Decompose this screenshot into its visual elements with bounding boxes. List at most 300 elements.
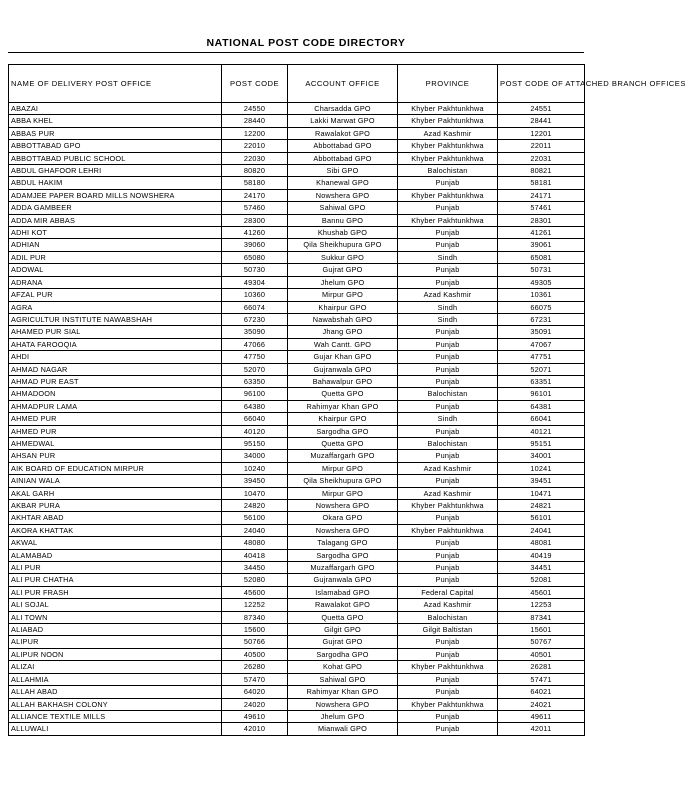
account-office-cell: Qila Sheikhupura GPO [288, 239, 398, 251]
office-name-cell: ALIZAI [9, 661, 222, 673]
header-post-code: POST CODE [222, 65, 288, 103]
post-code-cell: 87340 [222, 611, 288, 623]
branch-code-cell: 56101 [498, 512, 585, 524]
province-cell: Azad Kashmir [398, 487, 498, 499]
table-row [9, 165, 585, 177]
office-name-cell: AFZAL PUR [9, 289, 222, 301]
branch-code-cell: 12201 [498, 127, 585, 139]
province-cell: Punjab [398, 710, 498, 722]
account-office-cell: Quetta GPO [288, 611, 398, 623]
table-row [9, 462, 585, 474]
account-office-cell: Nowshera GPO [288, 500, 398, 512]
header-province: PROVINCE [398, 65, 498, 103]
province-cell: Sindh [398, 301, 498, 313]
account-office-cell: Lakki Marwat GPO [288, 115, 398, 127]
account-office-cell: Islamabad GPO [288, 586, 398, 598]
province-cell: Punjab [398, 723, 498, 735]
account-office-cell: Jhang GPO [288, 326, 398, 338]
table-row [9, 413, 585, 425]
post-code-cell: 39060 [222, 239, 288, 251]
branch-code-cell: 58181 [498, 177, 585, 189]
office-name-cell: ADDA GAMBEER [9, 202, 222, 214]
table-row [9, 326, 585, 338]
account-office-cell: Talagang GPO [288, 537, 398, 549]
post-code-cell: 10240 [222, 462, 288, 474]
table-row [9, 574, 585, 586]
account-office-cell: Rahimyar Khan GPO [288, 686, 398, 698]
table-row [9, 425, 585, 437]
account-office-cell: Khushab GPO [288, 227, 398, 239]
account-office-cell: Jhelum GPO [288, 276, 398, 288]
header-account-office: ACCOUNT OFFICE [288, 65, 398, 103]
office-name-cell: AHDI [9, 351, 222, 363]
table-row [9, 127, 585, 139]
branch-code-cell: 52081 [498, 574, 585, 586]
account-office-cell: Nowshera GPO [288, 189, 398, 201]
province-cell: Khyber Pakhtunkhwa [398, 500, 498, 512]
office-name-cell: ADAMJEE PAPER BOARD MILLS NOWSHERA [9, 189, 222, 201]
office-name-cell: ALLAHMIA [9, 673, 222, 685]
province-cell: Khyber Pakhtunkhwa [398, 189, 498, 201]
province-cell: Punjab [398, 177, 498, 189]
province-cell: Khyber Pakhtunkhwa [398, 152, 498, 164]
branch-code-cell: 47751 [498, 351, 585, 363]
table-row [9, 276, 585, 288]
branch-code-cell: 40501 [498, 648, 585, 660]
account-office-cell: Khairpur GPO [288, 413, 398, 425]
table-row [9, 698, 585, 710]
header-branch-codes: POST CODE OF ATTACHED BRANCH OFFICES [498, 65, 585, 103]
province-cell: Punjab [398, 239, 498, 251]
post-code-cell: 22030 [222, 152, 288, 164]
province-cell: Punjab [398, 400, 498, 412]
post-code-cell: 34450 [222, 562, 288, 574]
office-name-cell: AHMADOON [9, 388, 222, 400]
post-code-cell: 40418 [222, 549, 288, 561]
province-cell: Khyber Pakhtunkhwa [398, 140, 498, 152]
table-row [9, 487, 585, 499]
table-row [9, 351, 585, 363]
province-cell: Khyber Pakhtunkhwa [398, 115, 498, 127]
province-cell: Khyber Pakhtunkhwa [398, 524, 498, 536]
office-name-cell: AHMEDWAL [9, 437, 222, 449]
branch-code-cell: 39061 [498, 239, 585, 251]
post-code-cell: 10360 [222, 289, 288, 301]
post-code-cell: 95150 [222, 437, 288, 449]
branch-code-cell: 49305 [498, 276, 585, 288]
branch-code-cell: 50731 [498, 264, 585, 276]
office-name-cell: ALIPUR [9, 636, 222, 648]
office-name-cell: AHMED PUR [9, 413, 222, 425]
account-office-cell: Abbottabad GPO [288, 140, 398, 152]
table-row [9, 152, 585, 164]
province-cell: Punjab [398, 375, 498, 387]
office-name-cell: ALIABAD [9, 624, 222, 636]
account-office-cell: Sargodha GPO [288, 648, 398, 660]
province-cell: Punjab [398, 202, 498, 214]
branch-code-cell: 65081 [498, 251, 585, 263]
account-office-cell: Kohat GPO [288, 661, 398, 673]
office-name-cell: AIK BOARD OF EDUCATION MIRPUR [9, 462, 222, 474]
account-office-cell: Sargodha GPO [288, 549, 398, 561]
province-cell: Punjab [398, 537, 498, 549]
table-row [9, 611, 585, 623]
province-cell: Khyber Pakhtunkhwa [398, 103, 498, 115]
office-name-cell: ADRANA [9, 276, 222, 288]
province-cell: Khyber Pakhtunkhwa [398, 214, 498, 226]
page-title: NATIONAL POST CODE DIRECTORY [206, 37, 406, 49]
branch-code-cell: 48081 [498, 537, 585, 549]
table-row [9, 115, 585, 127]
account-office-cell: Mirpur GPO [288, 289, 398, 301]
post-code-cell: 24550 [222, 103, 288, 115]
table-row [9, 251, 585, 263]
branch-code-cell: 66041 [498, 413, 585, 425]
office-name-cell: ABBOTTABAD GPO [9, 140, 222, 152]
post-code-table [8, 64, 686, 736]
table-row [9, 723, 585, 735]
post-code-cell: 26280 [222, 661, 288, 673]
post-code-cell: 49304 [222, 276, 288, 288]
table-row [9, 624, 585, 636]
account-office-cell: Gujranwala GPO [288, 363, 398, 375]
province-cell: Punjab [398, 636, 498, 648]
branch-code-cell: 45601 [498, 586, 585, 598]
province-cell: Punjab [398, 425, 498, 437]
branch-code-cell: 10241 [498, 462, 585, 474]
province-cell: Khyber Pakhtunkhwa [398, 661, 498, 673]
post-code-cell: 48080 [222, 537, 288, 549]
office-name-cell: ALAMABAD [9, 549, 222, 561]
account-office-cell: Okara GPO [288, 512, 398, 524]
office-name-cell: ADHI KOT [9, 227, 222, 239]
branch-code-cell: 26281 [498, 661, 585, 673]
branch-code-cell: 35091 [498, 326, 585, 338]
account-office-cell: Sahiwal GPO [288, 673, 398, 685]
account-office-cell: Charsadda GPO [288, 103, 398, 115]
table-row [9, 301, 585, 313]
post-code-cell: 57460 [222, 202, 288, 214]
account-office-cell: Sahiwal GPO [288, 202, 398, 214]
account-office-cell: Wah Cantt. GPO [288, 338, 398, 350]
province-cell: Sindh [398, 413, 498, 425]
table-row [9, 524, 585, 536]
office-name-cell: AKHTAR ABAD [9, 512, 222, 524]
province-cell: Azad Kashmir [398, 127, 498, 139]
branch-code-cell: 95151 [498, 437, 585, 449]
table-row [9, 338, 585, 350]
account-office-cell: Sibi GPO [288, 165, 398, 177]
table-row [9, 313, 585, 325]
office-name-cell: AHAMED PUR SIAL [9, 326, 222, 338]
province-cell: Punjab [398, 326, 498, 338]
table-row [9, 636, 585, 648]
office-name-cell: ADOWAL [9, 264, 222, 276]
post-code-cell: 28300 [222, 214, 288, 226]
account-office-cell: Muzaffargarh GPO [288, 450, 398, 462]
account-office-cell: Nowshera GPO [288, 698, 398, 710]
post-code-cell: 57470 [222, 673, 288, 685]
province-cell: Azad Kashmir [398, 599, 498, 611]
province-cell: Federal Capital [398, 586, 498, 598]
province-cell: Punjab [398, 512, 498, 524]
account-office-cell: Jhelum GPO [288, 710, 398, 722]
post-code-cell: 22010 [222, 140, 288, 152]
post-code-cell: 24020 [222, 698, 288, 710]
account-office-cell: Gujar Khan GPO [288, 351, 398, 363]
branch-code-cell: 57471 [498, 673, 585, 685]
post-code-cell: 67230 [222, 313, 288, 325]
post-code-cell: 64020 [222, 686, 288, 698]
province-cell: Punjab [398, 450, 498, 462]
table-row [9, 586, 585, 598]
table-row [9, 177, 585, 189]
table-row [9, 289, 585, 301]
post-code-cell: 47066 [222, 338, 288, 350]
province-cell: Sindh [398, 251, 498, 263]
branch-code-cell: 63351 [498, 375, 585, 387]
table-row [9, 562, 585, 574]
province-cell: Punjab [398, 648, 498, 660]
post-code-cell: 52080 [222, 574, 288, 586]
province-cell: Punjab [398, 363, 498, 375]
table-row [9, 103, 585, 115]
table-row [9, 400, 585, 412]
province-cell: Balochistan [398, 611, 498, 623]
branch-code-cell: 52071 [498, 363, 585, 375]
account-office-cell: Muzaffargarh GPO [288, 562, 398, 574]
post-code-cell: 24170 [222, 189, 288, 201]
table-row [9, 549, 585, 561]
post-code-cell: 12252 [222, 599, 288, 611]
post-code-cell: 24040 [222, 524, 288, 536]
office-name-cell: ABBAS PUR [9, 127, 222, 139]
branch-code-cell: 64021 [498, 686, 585, 698]
post-code-cell: 58180 [222, 177, 288, 189]
table-row [9, 710, 585, 722]
province-cell: Punjab [398, 264, 498, 276]
account-office-cell: Rawalakot GPO [288, 599, 398, 611]
province-cell: Punjab [398, 338, 498, 350]
table-row [9, 189, 585, 201]
office-name-cell: AHMAD PUR EAST [9, 375, 222, 387]
header-name: NAME OF DELIVERY POST OFFICE [9, 65, 222, 103]
province-cell: Punjab [398, 549, 498, 561]
office-name-cell: ALLIANCE TEXTILE MILLS [9, 710, 222, 722]
province-cell: Punjab [398, 276, 498, 288]
office-name-cell: AHSAN PUR [9, 450, 222, 462]
account-office-cell: Gujranwala GPO [288, 574, 398, 586]
branch-code-cell: 24551 [498, 103, 585, 115]
branch-code-cell: 34001 [498, 450, 585, 462]
branch-code-cell: 41261 [498, 227, 585, 239]
office-name-cell: ALI PUR FRASH [9, 586, 222, 598]
account-office-cell: Rahimyar Khan GPO [288, 400, 398, 412]
branch-code-cell: 12253 [498, 599, 585, 611]
post-code-cell: 28440 [222, 115, 288, 127]
post-code-cell: 39450 [222, 475, 288, 487]
table-row [9, 475, 585, 487]
account-office-cell: Mirpur GPO [288, 462, 398, 474]
branch-code-cell: 96101 [498, 388, 585, 400]
post-code-cell: 66074 [222, 301, 288, 313]
post-code-cell: 15600 [222, 624, 288, 636]
branch-code-cell: 10471 [498, 487, 585, 499]
account-office-cell: Quetta GPO [288, 388, 398, 400]
province-cell: Punjab [398, 227, 498, 239]
office-name-cell: ALIPUR NOON [9, 648, 222, 660]
post-code-cell: 45600 [222, 586, 288, 598]
province-cell: Sindh [398, 313, 498, 325]
office-name-cell: AGRA [9, 301, 222, 313]
branch-code-cell: 28441 [498, 115, 585, 127]
table-row [9, 140, 585, 152]
province-cell: Gilgit Baltistan [398, 624, 498, 636]
account-office-cell: Sukkur GPO [288, 251, 398, 263]
branch-code-cell: 24171 [498, 189, 585, 201]
account-office-cell: Mianwali GPO [288, 723, 398, 735]
account-office-cell: Quetta GPO [288, 437, 398, 449]
table-row [9, 599, 585, 611]
office-name-cell: AKWAL [9, 537, 222, 549]
branch-code-cell: 87341 [498, 611, 585, 623]
branch-code-cell: 42011 [498, 723, 585, 735]
account-office-cell: Nawabshah GPO [288, 313, 398, 325]
office-name-cell: ALI TOWN [9, 611, 222, 623]
account-office-cell: Mirpur GPO [288, 487, 398, 499]
office-name-cell: ALLUWALI [9, 723, 222, 735]
post-code-cell: 42010 [222, 723, 288, 735]
office-name-cell: ABBA KHEL [9, 115, 222, 127]
post-code-cell: 12200 [222, 127, 288, 139]
post-code-cell: 47750 [222, 351, 288, 363]
office-name-cell: AGRICULTUR INSTITUTE NAWABSHAH [9, 313, 222, 325]
account-office-cell: Qila Sheikhupura GPO [288, 475, 398, 487]
table-row [9, 375, 585, 387]
branch-code-cell: 40121 [498, 425, 585, 437]
province-cell: Balochistan [398, 437, 498, 449]
office-name-cell: ADHIAN [9, 239, 222, 251]
account-office-cell: Gujrat GPO [288, 264, 398, 276]
branch-code-cell: 39451 [498, 475, 585, 487]
province-cell: Balochistan [398, 388, 498, 400]
post-code-cell: 80820 [222, 165, 288, 177]
post-code-cell: 50730 [222, 264, 288, 276]
account-office-cell: Gilgit GPO [288, 624, 398, 636]
post-code-cell: 49610 [222, 710, 288, 722]
post-code-cell: 40500 [222, 648, 288, 660]
table-row [9, 450, 585, 462]
post-code-cell: 41260 [222, 227, 288, 239]
post-code-cell: 65080 [222, 251, 288, 263]
post-code-cell: 10470 [222, 487, 288, 499]
office-name-cell: AHMAD NAGAR [9, 363, 222, 375]
branch-code-cell: 66075 [498, 301, 585, 313]
account-office-cell: Sargodha GPO [288, 425, 398, 437]
account-office-cell: Khanewal GPO [288, 177, 398, 189]
branch-code-cell: 22031 [498, 152, 585, 164]
branch-code-cell: 24021 [498, 698, 585, 710]
office-name-cell: AKAL GARH [9, 487, 222, 499]
office-name-cell: ALI PUR [9, 562, 222, 574]
table-row [9, 388, 585, 400]
branch-code-cell: 22011 [498, 140, 585, 152]
province-cell: Balochistan [398, 165, 498, 177]
post-code-cell: 35090 [222, 326, 288, 338]
branch-code-cell: 67231 [498, 313, 585, 325]
post-code-cell: 50766 [222, 636, 288, 648]
post-code-cell: 63350 [222, 375, 288, 387]
province-cell: Azad Kashmir [398, 289, 498, 301]
table-row [9, 648, 585, 660]
table-row [9, 437, 585, 449]
province-cell: Khyber Pakhtunkhwa [398, 698, 498, 710]
account-office-cell: Bannu GPO [288, 214, 398, 226]
table-row [9, 202, 585, 214]
branch-code-cell: 28301 [498, 214, 585, 226]
branch-code-cell: 64381 [498, 400, 585, 412]
post-code-cell: 96100 [222, 388, 288, 400]
office-name-cell: ALLAH BAKHASH COLONY [9, 698, 222, 710]
table-row [9, 661, 585, 673]
branch-code-cell: 24821 [498, 500, 585, 512]
table-row [9, 537, 585, 549]
branch-code-cell: 57461 [498, 202, 585, 214]
province-cell: Punjab [398, 562, 498, 574]
office-name-cell: AHATA FAROOQIA [9, 338, 222, 350]
post-code-cell: 40120 [222, 425, 288, 437]
post-code-cell: 64380 [222, 400, 288, 412]
account-office-cell: Gujrat GPO [288, 636, 398, 648]
office-name-cell: ADDA MIR ABBAS [9, 214, 222, 226]
branch-code-cell: 50767 [498, 636, 585, 648]
office-name-cell: ALI SOJAL [9, 599, 222, 611]
province-cell: Punjab [398, 574, 498, 586]
table-row [9, 239, 585, 251]
branch-code-cell: 24041 [498, 524, 585, 536]
province-cell: Punjab [398, 351, 498, 363]
branch-code-cell: 80821 [498, 165, 585, 177]
account-office-cell: Abbottabad GPO [288, 152, 398, 164]
account-office-cell: Bahawalpur GPO [288, 375, 398, 387]
branch-code-cell: 47067 [498, 338, 585, 350]
branch-code-cell: 40419 [498, 549, 585, 561]
branch-code-cell: 34451 [498, 562, 585, 574]
province-cell: Punjab [398, 475, 498, 487]
post-code-cell: 34000 [222, 450, 288, 462]
post-code-cell: 24820 [222, 500, 288, 512]
account-office-cell: Rawalakot GPO [288, 127, 398, 139]
office-name-cell: ABDUL HAKIM [9, 177, 222, 189]
post-code-cell: 52070 [222, 363, 288, 375]
post-code-cell: 56100 [222, 512, 288, 524]
table-row [9, 512, 585, 524]
account-office-cell: Khairpur GPO [288, 301, 398, 313]
office-name-cell: ADIL PUR [9, 251, 222, 263]
table-row [9, 500, 585, 512]
table-body [9, 103, 585, 736]
office-name-cell: AKBAR PURA [9, 500, 222, 512]
branch-code-cell: 15601 [498, 624, 585, 636]
table-row [9, 363, 585, 375]
branch-code-cell: 10361 [498, 289, 585, 301]
post-code-cell: 66040 [222, 413, 288, 425]
table-row [9, 686, 585, 698]
province-cell: Punjab [398, 673, 498, 685]
table-row [9, 214, 585, 226]
table-row [9, 227, 585, 239]
office-name-cell: ALLAH ABAD [9, 686, 222, 698]
